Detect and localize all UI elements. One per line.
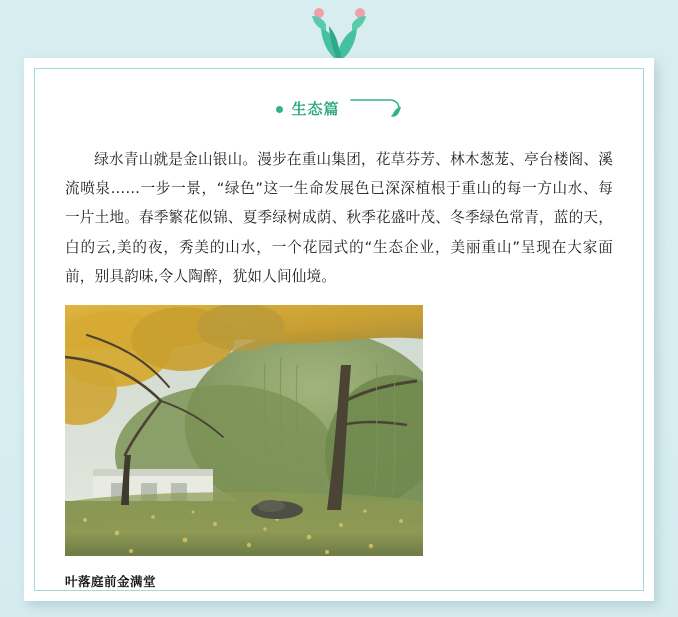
- page-title: 生态篇: [291, 100, 340, 118]
- garden-autumn-photo: [65, 305, 423, 556]
- card-content: [35, 69, 643, 590]
- photo-caption: 叶落庭前金满堂: [65, 573, 157, 589]
- leaf-flourish-icon: [350, 96, 402, 123]
- body-paragraph: 绿水青山就是金山银山。漫步在重山集团，花草芬芳、林木葱茏、亭台楼阁、溪流喷泉……一步一景，“绿色”这一生命发展色已深深植根于重山的每一方山水、每一片土地。春季繁花似锦、夏季绿树成荫、秋季花盛叶茂、冬季绿色常青，蓝的天，白的云,美的夜，秀美的山水，一个花园式的“生态企业，美丽重山”呈现在大家面前，别具韵味,令人陶醉，犹如人间仙境。: [65, 151, 613, 285]
- content-card: [24, 58, 654, 601]
- bullet-dot-icon: [276, 106, 283, 113]
- section-heading: [65, 91, 613, 125]
- sprout-leaf-icon: [0, 4, 678, 66]
- card-inner-border: [34, 68, 644, 591]
